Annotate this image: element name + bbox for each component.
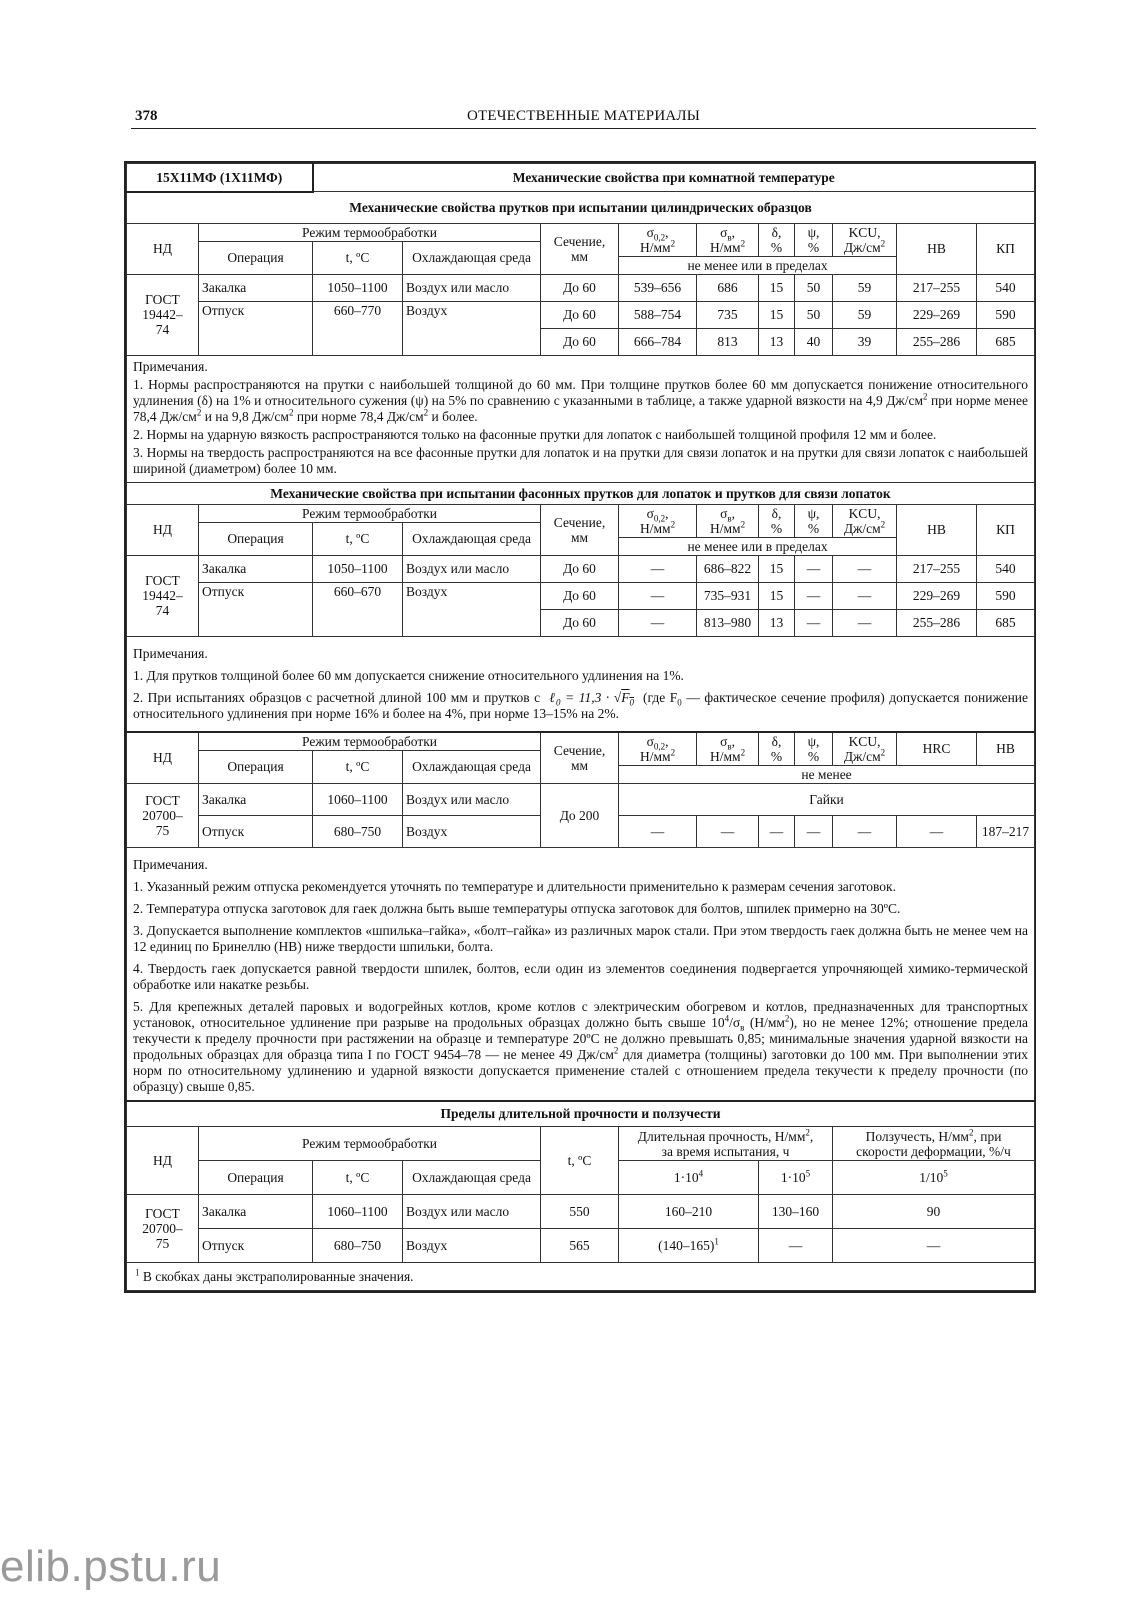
header-section: Сечение, мм [541,223,619,274]
material-datasheet [124,161,1036,1293]
section-cell: До 200 [541,783,619,847]
section-cell: До 60 [541,582,619,609]
cooling-cell: Воздух [403,1229,541,1263]
header-heat-treatment: Режим термообработки [199,223,541,241]
yield-cell: — [619,609,697,636]
header-kcu: KCU, $Дж/см^2$ [833,732,897,766]
header-operation: Операция [199,522,313,555]
cooling-cell: Воздух или масло [403,555,541,582]
section2-notes [127,636,1035,732]
cooling-cell: Воздух [403,582,541,636]
page-number: 378 [135,108,158,124]
header-cooling: Охлаждающая среда [403,1161,541,1195]
footnote: $^1$ В скобках даны экстраполированные значения. [127,1263,1035,1291]
length-formula: ℓ$_0$ = $11,3 \cdot √F_0$ [544,689,634,708]
header-creep-rate: $1/10^5$ [833,1161,1035,1195]
operation-cell: Закалка [199,783,313,815]
operation-cell: Отпуск [199,301,313,355]
header-nd: НД [127,1127,199,1195]
section1-title: Механические свойства прутков при испытании цилиндрических образцов [127,192,1035,224]
reduction-cell: 50 [795,301,833,328]
note-item: 1. Для прутков толщиной более 60 мм допускается снижение относительного удлинения на 1%. [133,667,684,683]
note-item: 4. Твердость гаек допускается равной твердости шпилек, болтов, если один из элементов соединения подвергается упрочняющей химико-термической обработке или накатке резьбы. [133,960,1029,992]
header-temperature: t, ºС [313,522,403,555]
nd-value: ГОСТ 20700– 75 [127,1195,199,1263]
note-item: 2. При испытаниях образцов с расчетной длиной 100 мм и прутков с ℓ$_0$ = $11,3 \cdot √F_0$ (где $F_0$ — фактическое сечение профиля) допускается понижение относительного удлинения при норме 16% и более на 4%, при норме 13–15% на 2%. [133,689,1029,721]
header-nd: НД [127,504,199,555]
header-temperature: t, ºС [313,241,403,274]
hb-cell: 217–255 [897,555,977,582]
hb-cell: 255–286 [897,328,977,355]
notes-heading: Примечания. [133,856,208,872]
cooling-cell: Воздух [403,301,541,355]
running-title: ОТЕЧЕСТВЕННЫЕ МАТЕРИАЛЫ [466,108,701,124]
notes-heading: Примечания. [133,645,208,661]
yield-cell: 666–784 [619,328,697,355]
kcu-cell: 59 [833,301,897,328]
kcu-cell: — [833,555,897,582]
cooling-cell: Воздух [403,815,541,847]
header-heat-treatment: Режим термообработки [199,732,541,751]
note-item: 1. Нормы распространяются на прутки с наибольшей толщиной до 60 мм. При толщине прутков более 60 мм допускается понижение относительного удлинения (δ) на 1% и относительного сужения (ψ) на 5% по сравнению с указанными в таблице, а также ударной вязкости на 4,9 $Дж/см^2$ при норме менее 78,4 $Дж/см^2$ и на 9,8 $Дж/см^2$ при норме 78,4 $Дж/см^2$ и более. [133,376,1029,424]
reduction-cell: 50 [795,274,833,301]
header-test-temperature: t, ºС [541,1127,619,1195]
tensile-cell: 735–931 [697,582,759,609]
section-cell: До 60 [541,609,619,636]
header-kp: КП [977,223,1035,274]
yield-cell: — [619,555,697,582]
header-nd: НД [127,732,199,784]
header-tensile-strength: $\sigma_в$, $Н/мм^2$ [697,223,759,256]
tensile-cell: — [697,815,759,847]
header-range-note: не менее или в пределах [619,537,897,555]
header-temperature: t, ºС [313,1161,403,1195]
section-cell: До 60 [541,555,619,582]
header-cooling: Охлаждающая среда [403,241,541,274]
header-elongation: δ, % [759,223,795,256]
tensile-cell: 686 [697,274,759,301]
header-elongation: δ, % [759,732,795,766]
reduction-cell: — [795,815,833,847]
note-item: 3. Допускается выполнение комплектов «шпилька–гайка», «болт–гайка» из различных марок стали. При этом твердость гаек должна быть не менее чем на 12 единиц по Бринеллю (НВ) ниже твердости шпильки, болта. [133,922,1029,954]
note-item: 5. Для крепежных деталей паровых и водогрейных котлов, кроме котлов с электрическим обогревом и котлов, предназначенных для транспортных установок, относительное удлинение при разрыве на продольных образцах должно быть свыше $10^4/\sigma_в$ $(Н/мм^2)$, но не менее 12%; отношение предела текучести к пределу прочности при растяжении на образце и температуре 20ºС не должно превышать 0,85; минимальные значения ударной вязкости на продольных образцах для образца типа I по ГОСТ 9454–78 — не менее 49 $Дж/см^2$ для диаметра (толщины) заготовки до 100 мм. При выполнении этих норм по относительному удлинению и ударной вязкости допускается применение сталей с отношением предела текучести к пределу прочности (по образцу) свыше 0,85. [133,998,1029,1094]
header-1e4-hours: $1\cdot 10^4$ [619,1161,759,1195]
operation-cell: Отпуск [199,815,313,847]
reduction-cell: — [795,555,833,582]
yield-cell: 588–754 [619,301,697,328]
header-kcu: KCU, $Дж/см^2$ [833,223,897,256]
section2-title: Механические свойства при испытании фасонных прутков для лопаток и прутков для связи лопаток [127,482,1035,504]
header-cooling: Охлаждающая среда [403,522,541,555]
creep-cell: 90 [833,1195,1035,1229]
hb-cell: 229–269 [897,301,977,328]
header-hb: НВ [977,732,1035,766]
header-yield-strength: $\sigma_{0,2}$, $Н/мм^2$ [619,223,697,256]
kcu-cell: 59 [833,274,897,301]
header-elongation: δ, % [759,504,795,537]
tensile-cell: 813–980 [697,609,759,636]
header-min-note: не менее [619,765,1035,783]
tensile-cell: 686–822 [697,555,759,582]
steel-grade: 15Х11МФ (1Х11МФ) [127,164,313,192]
temperature-cell: 1060–1100 [313,783,403,815]
operation-cell: Закалка [199,1195,313,1229]
elongation-cell: 13 [759,328,795,355]
header-tensile-strength: $\sigma_в$, $Н/мм^2$ [697,504,759,537]
note-item: 2. Температура отпуска заготовок для гаек должна быть выше температуры отпуска заготовок для болтов, шпилек примерно на 30ºС. [133,900,901,916]
kp-cell: 590 [977,301,1035,328]
reduction-cell: 40 [795,328,833,355]
notes-heading: Примечания. [133,358,208,374]
nd-value: ГОСТ 20700– 75 [127,783,199,847]
elongation-cell: 13 [759,609,795,636]
header-hb: НВ [897,504,977,555]
section-cell: До 60 [541,274,619,301]
running-header [131,106,1036,129]
long-term-1e5-cell: 130–160 [759,1195,833,1229]
nuts-label: Гайки [619,783,1035,815]
temperature-cell: 660–670 [313,582,403,636]
header-yield-strength: $\sigma_{0,2}$, $Н/мм^2$ [619,504,697,537]
header-section: Сечение, мм [541,732,619,784]
note-item: 1. Указанный режим отпуска рекомендуется уточнять по температуре и длительности применительно к размерам сечения заготовок. [133,878,896,894]
tensile-cell: 813 [697,328,759,355]
reduction-cell: — [795,609,833,636]
long-term-1e5-cell: — [759,1229,833,1263]
kp-cell: 590 [977,582,1035,609]
header-section: Сечение, мм [541,504,619,555]
hb-cell: 187–217 [977,815,1035,847]
operation-cell: Закалка [199,555,313,582]
section4-title: Пределы длительной прочности и ползучести [127,1101,1035,1127]
kcu-cell: 39 [833,328,897,355]
hrc-cell: — [897,815,977,847]
header-heat-treatment: Режим термообработки [199,1127,541,1161]
header-temperature: t, ºС [313,750,403,783]
header-operation: Операция [199,241,313,274]
header-cooling: Охлаждающая среда [403,750,541,783]
hb-cell: 217–255 [897,274,977,301]
hb-cell: 255–286 [897,609,977,636]
temperature-cell: 680–750 [313,1229,403,1263]
header-reduction: ψ, % [795,732,833,766]
header-heat-treatment: Режим термообработки [199,504,541,522]
temperature-cell: 1050–1100 [313,555,403,582]
yield-cell: 539–656 [619,274,697,301]
header-hb: НВ [897,223,977,274]
test-temperature-cell: 565 [541,1229,619,1263]
reduction-cell: — [795,582,833,609]
header-long-term-strength: Длительная прочность, $Н/мм^2$, за время испытания, ч [619,1127,833,1161]
yield-cell: — [619,815,697,847]
kcu-cell: — [833,815,897,847]
note-item: 2. Нормы на ударную вязкость распространяются только на фасонные прутки для лопаток с наибольшей толщиной профиля 12 мм и более. [133,426,937,442]
datasheet-table [126,163,1035,1291]
elongation-cell: — [759,815,795,847]
cooling-cell: Воздух или масло [403,1195,541,1229]
header-operation: Операция [199,750,313,783]
kp-cell: 685 [977,609,1035,636]
creep-cell: — [833,1229,1035,1263]
header-kcu: KCU, $Дж/см^2$ [833,504,897,537]
header-range-note: не менее или в пределах [619,256,897,274]
main-title: Механические свойства при комнатной температуре [313,164,1035,192]
kp-cell: 540 [977,274,1035,301]
temperature-cell: 1060–1100 [313,1195,403,1229]
nd-value: ГОСТ 19442– 74 [127,274,199,355]
note-item: 3. Нормы на твердость распространяются на все фасонные прутки для лопаток и на прутки для связи лопаток и на прутки для связи лопаток с наибольшей шириной (диаметром) более 10 мм. [133,444,1029,476]
elongation-cell: 15 [759,274,795,301]
tensile-cell: 735 [697,301,759,328]
temperature-cell: 1050–1100 [313,274,403,301]
header-operation: Операция [199,1161,313,1195]
kp-cell: 540 [977,555,1035,582]
header-yield-strength: $\sigma_{0,2}$, $Н/мм^2$ [619,732,697,766]
hb-cell: 229–269 [897,582,977,609]
long-term-1e4-cell: $(140-165)^1$ [619,1229,759,1263]
header-1e5-hours: $1\cdot 10^5$ [759,1161,833,1195]
section1-notes [127,355,1035,482]
section3-notes [127,847,1035,1101]
cooling-cell: Воздух или масло [403,274,541,301]
operation-cell: Отпуск [199,1229,313,1263]
yield-cell: — [619,582,697,609]
header-nd: НД [127,223,199,274]
elongation-cell: 15 [759,555,795,582]
elongation-cell: 15 [759,582,795,609]
watermark: elib.pstu.ru [0,1542,222,1591]
long-term-1e4-cell: 160–210 [619,1195,759,1229]
operation-cell: Закалка [199,274,313,301]
elongation-cell: 15 [759,301,795,328]
section-cell: До 60 [541,328,619,355]
header-reduction: ψ, % [795,223,833,256]
header-kp: КП [977,504,1035,555]
test-temperature-cell: 550 [541,1195,619,1229]
kp-cell: 685 [977,328,1035,355]
header-hrc: HRC [897,732,977,766]
section-cell: До 60 [541,301,619,328]
temperature-cell: 680–750 [313,815,403,847]
header-tensile-strength: $\sigma_в$, $Н/мм^2$ [697,732,759,766]
nd-value: ГОСТ 19442– 74 [127,555,199,636]
header-reduction: ψ, % [795,504,833,537]
kcu-cell: — [833,609,897,636]
operation-cell: Отпуск [199,582,313,636]
temperature-cell: 660–770 [313,301,403,355]
header-creep: Ползучесть, $Н/мм^2$, при скорости деформации, %/ч [833,1127,1035,1161]
kcu-cell: — [833,582,897,609]
cooling-cell: Воздух или масло [403,783,541,815]
